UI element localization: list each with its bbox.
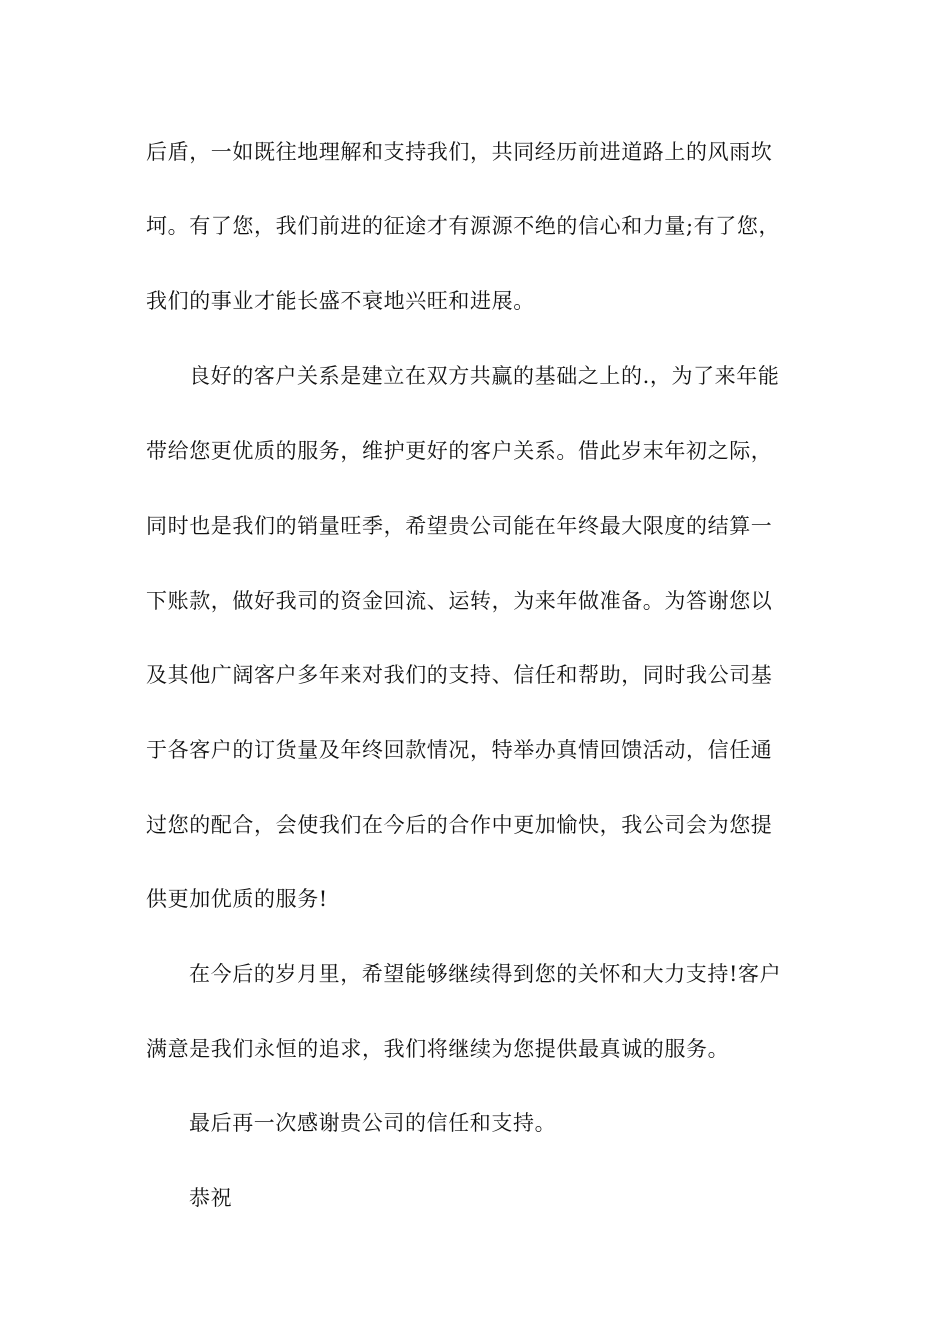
text-line: 我们的事业才能长盛不衰地兴旺和进展。 [146, 289, 535, 313]
text-line: 坷。有了您，我们前进的征途才有源源不绝的信心和力量;有了您， [146, 214, 781, 238]
paragraph-start-line: 最后再一次感谢贵公司的信任和支持。 [189, 1111, 557, 1135]
text-line: 下账款，做好我司的资金回流、运转，为来年做准备。为答谢您以 [146, 589, 773, 613]
text-line: 后盾，一如既往地理解和支持我们，共同经历前进道路上的风雨坎 [146, 140, 773, 164]
text-line: 过您的配合，会使我们在今后的合作中更加愉快，我公司会为您提 [146, 813, 773, 837]
paragraph-start-line: 良好的客户关系是建立在双方共赢的基础之上的.，为了来年能 [189, 364, 780, 388]
text-line: 满意是我们永恒的追求，我们将继续为您提供最真诚的服务。 [146, 1037, 730, 1061]
text-line: 及其他广阔客户多年来对我们的支持、信任和帮助，同时我公司基 [146, 663, 773, 687]
paragraph-start-line: 在今后的岁月里，希望能够继续得到您的关怀和大力支持!客户 [189, 962, 782, 986]
closing-line: 恭祝 [189, 1186, 233, 1210]
text-line: 供更加优质的服务! [146, 887, 328, 911]
text-line: 同时也是我们的销量旺季，希望贵公司能在年终最大限度的结算一 [146, 514, 773, 538]
text-line: 带给您更优质的服务，维护更好的客户关系。借此岁末年初之际， [146, 439, 773, 463]
text-line: 于各客户的订货量及年终回款情况，特举办真情回馈活动，信任通 [146, 738, 773, 762]
